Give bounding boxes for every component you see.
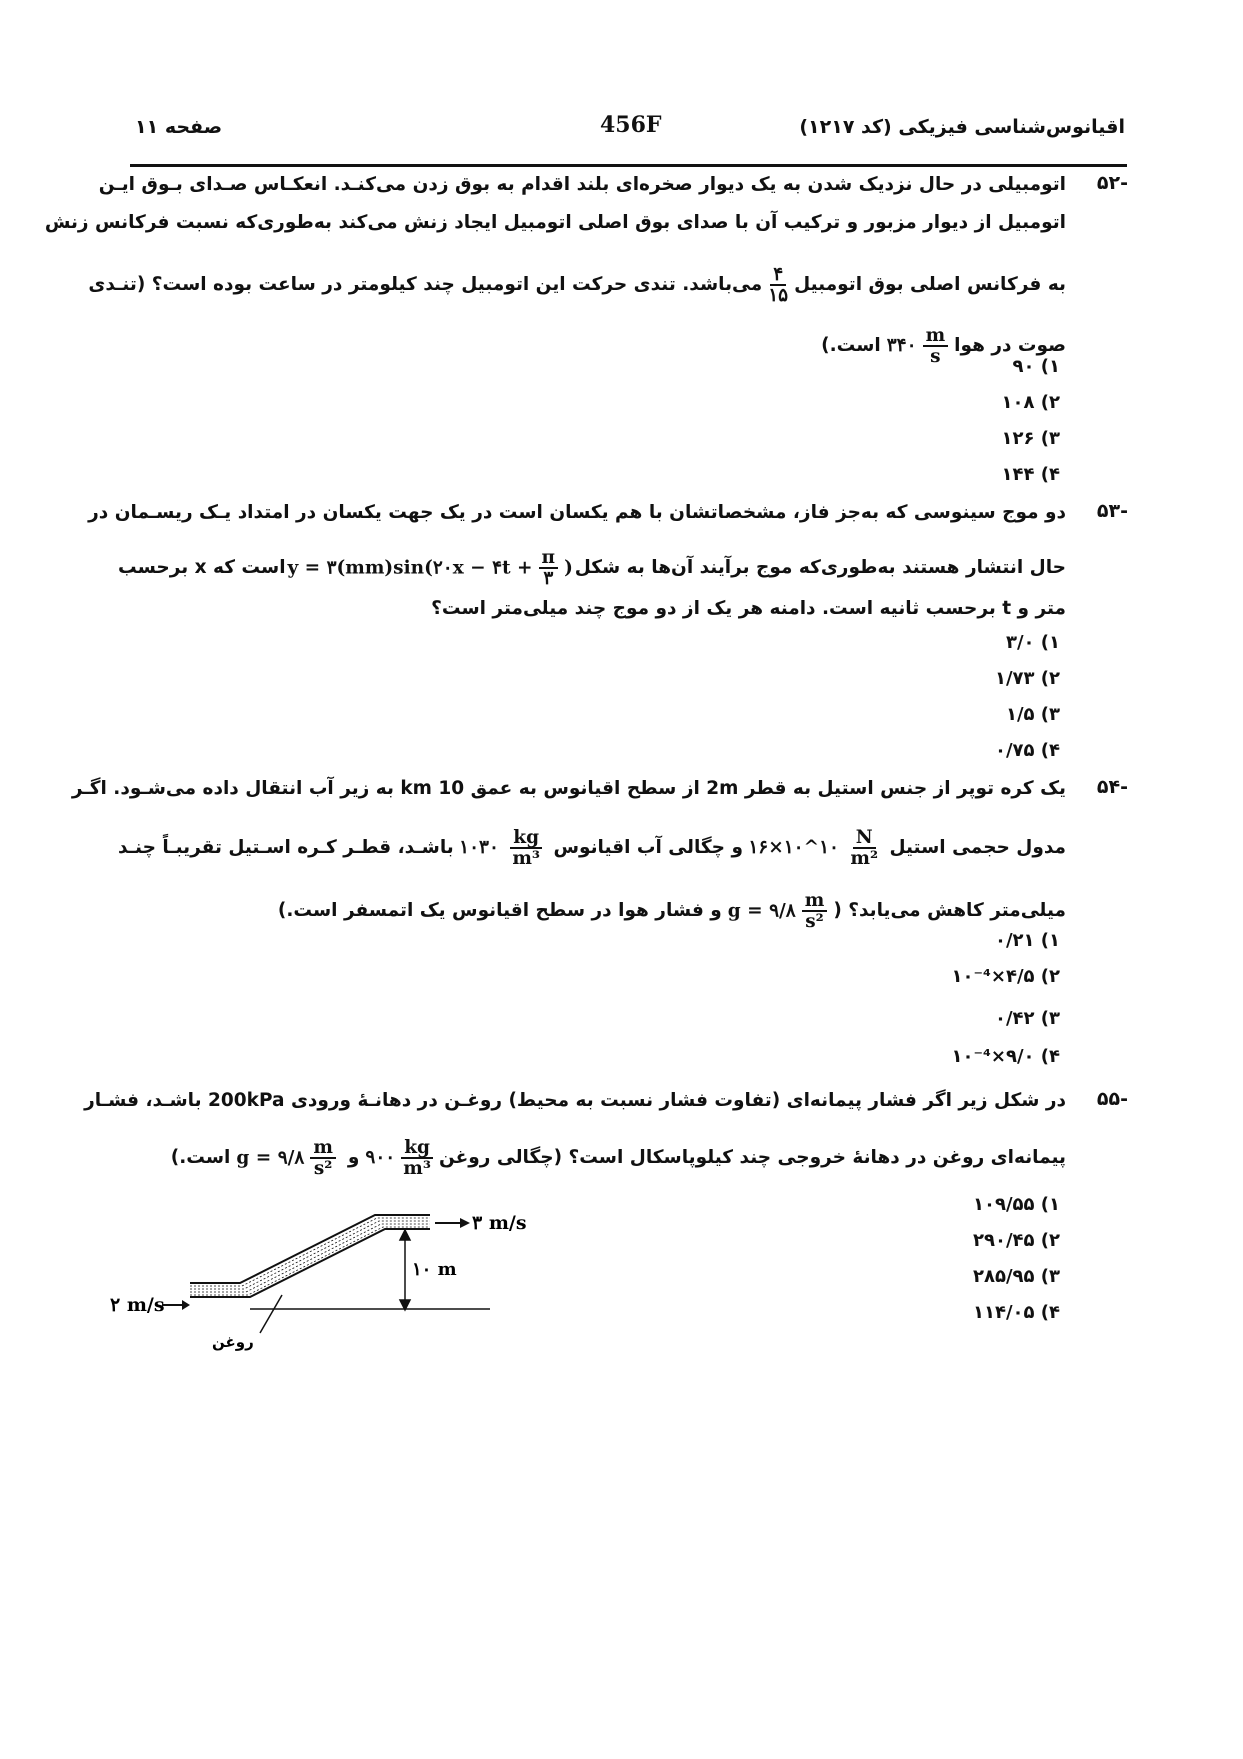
question-52 <box>44 172 1128 376</box>
option-3[interactable]: ۳) ۱۲۶ <box>1001 428 1060 449</box>
oil-label: روغن <box>212 1333 254 1351</box>
outlet-speed-label: ۳ m/s <box>472 1212 527 1234</box>
option-2[interactable]: ۲) ۱/۷۳ <box>994 668 1060 689</box>
option-2[interactable]: ۲) ۱۰۸ <box>1001 392 1060 413</box>
option-2[interactable]: ۲) ۲۹۰/۴۵ <box>972 1230 1060 1251</box>
option-2[interactable]: ۲) ۴/۵×۱۰⁻⁴ <box>951 966 1060 987</box>
exam-title: اقیانوس‌شناسی فیزیکی (کد ۱۲۱۷) <box>799 116 1125 138</box>
question-line: متر و t برحسب ثانیه است. دامنه هر یک از دو موج چند میلی‌متر است؟ <box>431 598 1066 619</box>
question-line: پیمانه‌ای روغن در دهانهٔ خروجی چند کیلوپاسکال است؟ (چگالی روغن $\frac{kg}{\text{m³}}$ ۹۰۰ و g = ۹/۸ $\frac{m}{\text{s²}}$ است.) <box>170 1136 1066 1179</box>
option-3[interactable]: ۳) ۱/۵ <box>1005 704 1060 725</box>
question-line: صوت در هوا $\frac{m}{s}$ ۳۴۰ است.) <box>821 324 1066 367</box>
pipe-figure <box>110 1205 550 1360</box>
question-54 <box>71 776 1128 942</box>
oil-pointer <box>260 1295 282 1333</box>
booklet-code: 456F <box>600 112 662 138</box>
question-line: اتومبیلی در حال نزدیک شدن به یک دیوار صخره‌ای بلند اقدام به بوق زدن می‌کنـد. انعکـاس صـدای بـوق ایـن <box>98 174 1066 195</box>
option-3[interactable]: ۳) ۲۸۵/۹۵ <box>972 1266 1060 1287</box>
unit-fraction: $\frac{m}{s}$ <box>923 326 949 367</box>
option-1[interactable]: ۱) ۱۰۹/۵۵ <box>972 1194 1060 1215</box>
height-label: ۱۰ m <box>412 1259 457 1280</box>
option-3[interactable]: ۳) ۰/۴۲ <box>994 1008 1060 1029</box>
page-header <box>135 108 1125 148</box>
question-number: -۵۵ <box>1096 1088 1128 1110</box>
option-1[interactable]: ۱) ۰/۲۱ <box>994 930 1060 951</box>
ratio-fraction: $\frac{۴}{۱۵}$ <box>768 263 789 306</box>
question-line: حال انتشار هستند به‌طوری‌که موج برآیند آن‌ها به شکل y = ۳(mm)sin(۲۰x − ۴t + $\frac{\pi}{۳}$ ) است که x برحسب <box>118 546 1066 589</box>
question-number: -۵۳ <box>1096 500 1128 522</box>
question-line: اتومبیل از دیوار مزبور و ترکیب آن با صدای بوق اصلی اتومبیل ایجاد زنش می‌کند به‌طوری‌که نسبت فرکانس زنش <box>44 212 1066 233</box>
wave-equation: y = ۳(mm)sin(۲۰x − ۴t + $\frac{\pi}{۳}$ ) <box>287 546 573 589</box>
option-4[interactable]: ۴) ۰/۷۵ <box>994 740 1060 761</box>
option-1[interactable]: ۱) ۳/۰ <box>1005 632 1060 653</box>
option-4[interactable]: ۴) ۹/۰×۱۰⁻⁴ <box>951 1046 1060 1067</box>
option-4[interactable]: ۴) ۱۴۴ <box>1001 464 1060 485</box>
question-number: -۵۲ <box>1096 172 1128 194</box>
question-line: یک کره توپر از جنس استیل به قطر 2m از سطح اقیانوس به عمق 10 km به زیر آب انتقال داده می‌شـود. اگـر <box>71 778 1066 799</box>
inlet-speed-label: ۲ m/s <box>110 1294 165 1316</box>
page-number: صفحه ۱۱ <box>135 116 223 138</box>
question-line: دو موج سینوسی که به‌جز فاز، مشخصاتشان با هم یکسان است در یک جهت یکسان در امتداد یـک ریسـمان در <box>88 502 1066 523</box>
question-53 <box>88 500 1128 636</box>
question-number: -۵۴ <box>1096 776 1128 798</box>
header-rule <box>130 164 1127 167</box>
question-55 <box>84 1088 1128 1188</box>
option-4[interactable]: ۴) ۱۱۴/۰۵ <box>972 1302 1060 1323</box>
question-line: در شکل زیر اگر فشار پیمانه‌ای (تفاوت فشار نسبت به محیط) روغـن در دهانـهٔ ورودی 200kPa باشـد، فشـار <box>84 1090 1066 1111</box>
outlet-arrow <box>435 1218 470 1228</box>
option-1[interactable]: ۱) ۹۰ <box>1012 356 1060 377</box>
question-line: مدول حجمی استیل $\frac{N}{\text{m²}}$ ۱۶×۱۰^۱۰ و چگالی آب اقیانوس $\frac{kg}{\text{m³}}$ ۱۰۳۰ باشـد، قطـر کـره اسـتیل تقریبـاً چنـد <box>118 826 1066 869</box>
question-line: میلی‌متر کاهش می‌یابد؟ ( g = ۹/۸ $\frac{m}{\text{s²}}$ و فشار هوا در سطح اقیانوس یک اتمسفر است.) <box>277 889 1066 932</box>
inlet-arrow <box>162 1300 190 1310</box>
question-line: به فرکانس اصلی بوق اتومبیل $\frac{۴}{۱۵}$ می‌باشد. تندی حرکت این اتومبیل چند کیلومتر در ساعت بوده است؟ (تنـدی <box>88 263 1066 306</box>
